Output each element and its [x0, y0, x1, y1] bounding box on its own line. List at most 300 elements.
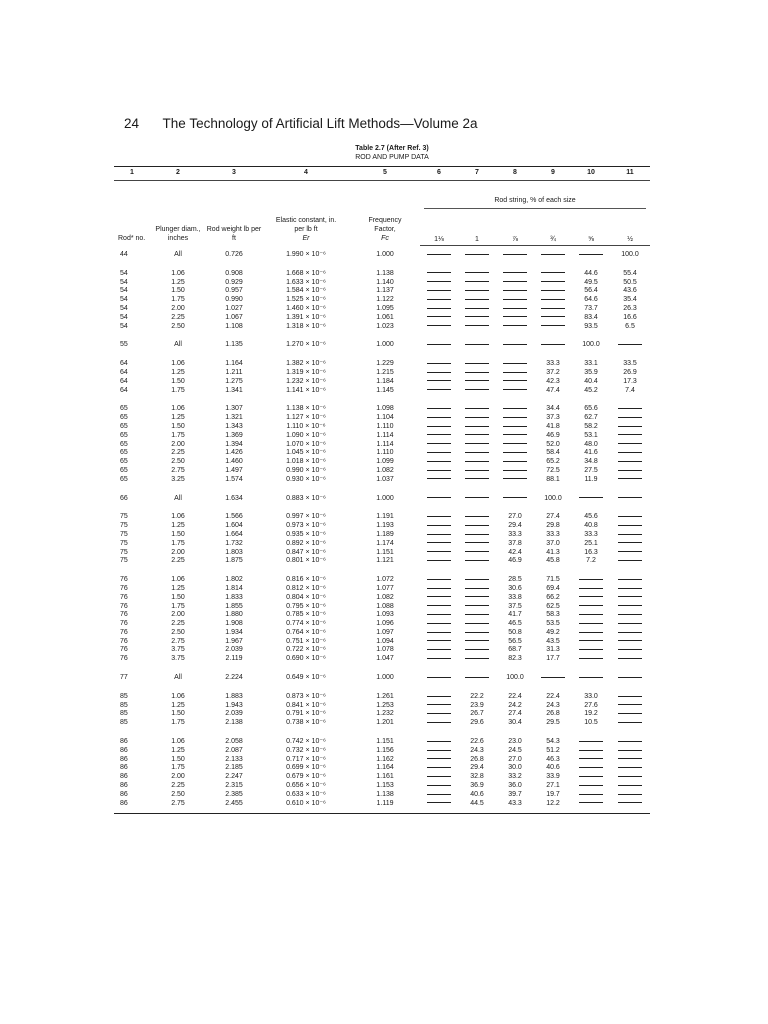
rod-weight-cell: 1.108: [225, 322, 243, 330]
pct-1-cell: [458, 287, 496, 296]
pct-3-4-cell: 34.4: [546, 405, 560, 413]
table-row: [114, 733, 650, 747]
frequency-factor-cell: 1.137: [376, 287, 394, 295]
plunger-diam-cell: 1.75: [171, 719, 185, 727]
dash-mark: [427, 704, 451, 705]
dash-mark: [618, 776, 642, 777]
pct-1-2-cell: [610, 476, 650, 490]
dash-mark: [427, 389, 451, 390]
pct-1-1-8-cell: [420, 629, 458, 638]
pct-1-2-cell: 100.0: [621, 251, 639, 258]
rod-weight-cell: 2.087: [225, 746, 243, 754]
pct-3-4-cell: 31.3: [546, 646, 560, 654]
rod-no-cell: 85: [120, 719, 128, 727]
rod-no-cell: 64: [120, 368, 128, 376]
pct-1-cell: [458, 467, 496, 476]
frequency-factor-cell: 1.121: [376, 557, 394, 565]
pct-5-8-cell: 35.9: [584, 368, 598, 376]
elastic-constant-cell: 1.584 × 10⁻⁶: [286, 287, 326, 295]
dash-mark: [465, 372, 489, 373]
dash-mark: [427, 741, 451, 742]
pct-1-cell: 22.6: [470, 738, 484, 746]
plunger-diam-cell: 1.25: [171, 584, 185, 592]
rod-no-cell: 86: [120, 746, 128, 754]
table-row: [114, 336, 650, 355]
frequency-factor-cell: 1.082: [376, 466, 394, 474]
pct-3-4-cell: [534, 336, 572, 355]
plunger-diam-cell: 2.50: [171, 628, 185, 636]
pct-5-8-cell: 19.2: [584, 710, 598, 718]
pct-1-1-8-cell: [420, 296, 458, 305]
pct-1-cell: 23.9: [470, 701, 484, 709]
dash-mark: [579, 677, 603, 678]
dash-mark: [503, 443, 527, 444]
rod-no-cell: 44: [120, 250, 128, 258]
frequency-factor-cell: 1.110: [376, 422, 394, 430]
rod-weight-cell: 2.133: [225, 755, 243, 763]
rod-no-cell: 76: [120, 602, 128, 610]
rod-weight-cell: 2.039: [225, 710, 243, 718]
pct-1-2-cell: [610, 764, 650, 773]
rod-no-cell: 55: [120, 341, 128, 349]
rod-weight-cell: 1.307: [225, 405, 243, 413]
rod-no-cell: 54: [120, 313, 128, 321]
rod-no-cell: 54: [120, 322, 128, 330]
rod-no-cell: 85: [120, 701, 128, 709]
plunger-diam-cell: 1.25: [171, 522, 185, 530]
pct-7-8-cell: 100.0: [506, 674, 524, 682]
table-row: [114, 287, 650, 296]
rod-no-cell: 75: [120, 513, 128, 521]
pct-1-2-cell: [610, 490, 650, 509]
pct-1-1-8-cell: [420, 719, 458, 733]
table-row: [114, 764, 650, 773]
elastic-constant-cell: 0.732 × 10⁻⁶: [286, 746, 326, 754]
pct-1-cell: [458, 378, 496, 387]
rod-weight-cell: 1.934: [225, 628, 243, 636]
pct-3-4-cell: 37.3: [546, 414, 560, 422]
pct-1-1-8-cell: [420, 571, 458, 585]
plunger-diam-cell: 1.06: [171, 692, 185, 700]
rod-size: ¾: [534, 235, 572, 246]
pct-1-2-cell: [610, 594, 650, 603]
pct-5-8-cell: 56.4: [584, 287, 598, 295]
pct-1-1-8-cell: [420, 323, 458, 337]
pct-7-8-cell: [496, 305, 534, 314]
pct-7-8-cell: [496, 467, 534, 476]
table-row: [114, 620, 650, 629]
frequency-factor-cell: 1.164: [376, 764, 394, 772]
pct-3-4-cell: 33.3: [546, 360, 560, 368]
pct-7-8-cell: 50.8: [508, 628, 522, 636]
frequency-factor-cell: 1.082: [376, 593, 394, 601]
dash-mark: [503, 372, 527, 373]
pct-1-1-8-cell: [420, 414, 458, 423]
frequency-factor-cell: 1.138: [376, 790, 394, 798]
rod-weight-cell: 1.732: [225, 539, 243, 547]
table-row: [114, 629, 650, 638]
dash-mark: [465, 344, 489, 345]
dash-mark: [503, 281, 527, 282]
dash-mark: [618, 534, 642, 535]
pct-3-4-cell: 12.2: [546, 799, 560, 807]
dash-mark: [427, 623, 451, 624]
column-number: 3: [206, 167, 262, 181]
dash-mark: [465, 596, 489, 597]
pct-1-1-8-cell: [420, 369, 458, 378]
pct-5-8-cell: 64.6: [584, 296, 598, 304]
dash-mark: [427, 758, 451, 759]
frequency-factor-cell: 1.037: [376, 475, 394, 483]
pct-1-1-8-cell: [420, 549, 458, 558]
rod-weight-cell: 1.321: [225, 414, 243, 422]
rod-no-cell: 65: [120, 466, 128, 474]
pct-7-8-cell: 68.7: [508, 646, 522, 654]
table-row: [114, 378, 650, 387]
rod-weight-cell: 1.211: [225, 368, 243, 376]
plunger-diam-cell: 2.00: [171, 304, 185, 312]
dash-mark: [618, 434, 642, 435]
dash-mark: [618, 344, 642, 345]
pct-1-2-cell: 16.6: [623, 313, 637, 321]
dash-mark: [427, 525, 451, 526]
elastic-constant-cell: 0.699 × 10⁻⁶: [286, 764, 326, 772]
pct-1-cell: [458, 296, 496, 305]
rod-no-cell: 65: [120, 431, 128, 439]
dash-mark: [465, 588, 489, 589]
frequency-factor-cell: 1.000: [376, 674, 394, 682]
pct-1-cell: [458, 557, 496, 571]
table-row: [114, 387, 650, 401]
pct-1-2-cell: [610, 646, 650, 655]
plunger-diam-cell: 1.06: [171, 738, 185, 746]
running-header: [124, 116, 477, 131]
rod-no-cell: 65: [120, 458, 128, 466]
pct-5-8-cell: [572, 782, 610, 791]
frequency-factor-cell: 1.191: [376, 513, 394, 521]
frequency-factor-cell: 1.232: [376, 710, 394, 718]
plunger-diam-cell: 1.06: [171, 576, 185, 584]
dash-mark: [427, 677, 451, 678]
pct-1-2-cell: [610, 756, 650, 765]
pct-1-cell: [458, 476, 496, 490]
pct-1-cell: [458, 246, 496, 265]
elastic-constant-cell: 1.127 × 10⁻⁶: [286, 414, 326, 422]
pct-7-8-cell: [496, 246, 534, 265]
pct-1-2-cell: [610, 400, 650, 414]
pct-1-2-cell: [610, 540, 650, 549]
table-row: [114, 669, 650, 688]
pct-5-8-cell: [572, 791, 610, 800]
pct-3-4-cell: [534, 246, 572, 265]
pct-1-1-8-cell: [420, 246, 458, 265]
dash-mark: [465, 325, 489, 326]
dash-mark: [427, 316, 451, 317]
header-frequency-text: Frequency Factor,: [368, 217, 402, 233]
frequency-factor-cell: 1.193: [376, 522, 394, 530]
dash-mark: [579, 785, 603, 786]
elastic-constant-cell: 0.892 × 10⁻⁶: [286, 539, 326, 547]
pct-7-8-cell: [496, 279, 534, 288]
elastic-constant-cell: 1.045 × 10⁻⁶: [286, 449, 326, 457]
elastic-constant-cell: 0.973 × 10⁻⁶: [286, 522, 326, 530]
frequency-factor-cell: 1.104: [376, 414, 394, 422]
pct-3-4-cell: 41.3: [546, 548, 560, 556]
rod-group: [114, 490, 650, 509]
table-row: [114, 246, 650, 265]
pct-3-4-cell: 69.4: [546, 584, 560, 592]
pct-7-8-cell: [496, 323, 534, 337]
plunger-diam-cell: 1.06: [171, 513, 185, 521]
elastic-constant-cell: 1.270 × 10⁻⁶: [286, 341, 326, 349]
pct-1-cell: [458, 458, 496, 467]
header-elastic-symbol: Er: [302, 234, 310, 242]
dash-mark: [427, 372, 451, 373]
dash-mark: [618, 713, 642, 714]
elastic-constant-cell: 1.110 × 10⁻⁶: [286, 422, 326, 430]
elastic-constant-cell: 1.382 × 10⁻⁶: [286, 360, 326, 368]
dash-mark: [579, 649, 603, 650]
rod-no-cell: 76: [120, 593, 128, 601]
dash-mark: [465, 560, 489, 561]
frequency-factor-cell: 1.261: [376, 692, 394, 700]
dash-mark: [503, 417, 527, 418]
plunger-diam-cell: 2.75: [171, 637, 185, 645]
pct-1-2-cell: [610, 549, 650, 558]
elastic-constant-cell: 1.318 × 10⁻⁶: [286, 322, 326, 330]
elastic-constant-cell: 0.801 × 10⁻⁶: [286, 557, 326, 565]
dash-mark: [465, 614, 489, 615]
pct-7-8-cell: [496, 458, 534, 467]
table-row: [114, 369, 650, 378]
pct-3-4-cell: 40.6: [546, 764, 560, 772]
rod-no-cell: 54: [120, 304, 128, 312]
dash-mark: [618, 767, 642, 768]
rod-no-cell: 76: [120, 576, 128, 584]
pct-1-2-cell: [610, 620, 650, 629]
header-rod-no-text: Rod* no.: [118, 234, 146, 242]
pct-5-8-cell: 33.3: [584, 530, 598, 538]
dash-mark: [618, 417, 642, 418]
dash-mark: [579, 758, 603, 759]
pct-1-2-cell: 26.3: [623, 304, 637, 312]
pct-5-8-cell: [572, 669, 610, 688]
elastic-constant-cell: 0.742 × 10⁻⁶: [286, 738, 326, 746]
plunger-diam-cell: 3.75: [171, 646, 185, 654]
dash-mark: [579, 802, 603, 803]
dash-mark: [503, 434, 527, 435]
pct-3-4-cell: 46.3: [546, 755, 560, 763]
plunger-diam-cell: 2.50: [171, 322, 185, 330]
dash-mark: [427, 417, 451, 418]
dash-mark: [427, 605, 451, 606]
pct-3-4-cell: 19.7: [546, 790, 560, 798]
pct-3-4-cell: [534, 314, 572, 323]
dash-mark: [427, 534, 451, 535]
pct-5-8-cell: 27.6: [584, 701, 598, 709]
dash-mark: [618, 741, 642, 742]
pct-1-2-cell: [610, 747, 650, 756]
pct-1-2-cell: [610, 629, 650, 638]
dash-mark: [618, 497, 642, 498]
dash-mark: [427, 434, 451, 435]
frequency-factor-cell: 1.077: [376, 584, 394, 592]
dash-mark: [618, 677, 642, 678]
rod-weight-cell: 1.883: [225, 692, 243, 700]
pct-3-4-cell: 29.8: [546, 522, 560, 530]
rod-no-cell: 86: [120, 782, 128, 790]
pct-1-cell: [458, 369, 496, 378]
pct-3-4-cell: 65.2: [546, 458, 560, 466]
dash-mark: [579, 658, 603, 659]
rod-weight-cell: 2.138: [225, 719, 243, 727]
dash-mark: [618, 452, 642, 453]
column-number: 1: [114, 167, 150, 181]
rod-no-cell: 54: [120, 269, 128, 277]
pct-5-8-cell: [572, 655, 610, 669]
table-row: [114, 702, 650, 711]
rod-weight-cell: 1.880: [225, 611, 243, 619]
pct-7-8-cell: 42.4: [508, 548, 522, 556]
dash-mark: [465, 478, 489, 479]
frequency-factor-cell: 1.229: [376, 360, 394, 368]
rod-size: ½: [610, 235, 650, 246]
dash-mark: [579, 614, 603, 615]
pct-1-2-cell: [610, 571, 650, 585]
table-row: [114, 414, 650, 423]
pct-1-1-8-cell: [420, 710, 458, 719]
pct-1-cell: 22.2: [470, 692, 484, 700]
pct-3-4-cell: 62.5: [546, 602, 560, 610]
pct-1-2-cell: [610, 710, 650, 719]
pct-3-4-cell: 72.5: [546, 466, 560, 474]
column-number: 8: [496, 167, 534, 181]
rod-weight-cell: 2.315: [225, 782, 243, 790]
pct-1-cell: [458, 646, 496, 655]
frequency-factor-cell: 1.151: [376, 548, 394, 556]
elastic-constant-cell: 1.141 × 10⁻⁶: [286, 386, 326, 394]
frequency-factor-cell: 1.114: [376, 440, 394, 448]
pct-1-cell: [458, 603, 496, 612]
pct-7-8-cell: 33.2: [508, 773, 522, 781]
dash-mark: [618, 785, 642, 786]
plunger-diam-cell: 2.00: [171, 440, 185, 448]
dash-mark: [579, 794, 603, 795]
dash-mark: [618, 579, 642, 580]
dash-mark: [427, 767, 451, 768]
header-rod-weight-text: Rod weight lb per ft: [206, 225, 262, 242]
elastic-constant-cell: 1.460 × 10⁻⁶: [286, 304, 326, 312]
pct-7-8-cell: [496, 449, 534, 458]
elastic-constant-cell: 0.690 × 10⁻⁶: [286, 655, 326, 663]
header-rod-string: [420, 181, 650, 236]
rod-weight-cell: 1.875: [225, 557, 243, 565]
pct-7-8-cell: 27.0: [508, 513, 522, 521]
column-number: 6: [420, 167, 458, 181]
pct-7-8-cell: [496, 265, 534, 279]
table-row: [114, 549, 650, 558]
dash-mark: [503, 254, 527, 255]
rod-weight-cell: 1.803: [225, 548, 243, 556]
plunger-diam-cell: 1.75: [171, 602, 185, 610]
pct-1-cell: [458, 585, 496, 594]
frequency-factor-cell: 1.253: [376, 701, 394, 709]
running-title: The Technology of Artificial Lift Methods—Volume 2a: [162, 116, 478, 131]
pct-7-8-cell: 33.8: [508, 593, 522, 601]
dash-mark: [427, 579, 451, 580]
plunger-diam-cell: All: [174, 674, 182, 682]
plunger-diam-cell: 2.00: [171, 548, 185, 556]
plunger-diam-cell: 2.50: [171, 790, 185, 798]
pct-7-8-cell: 43.3: [508, 799, 522, 807]
pct-1-2-cell: [610, 688, 650, 702]
frequency-factor-cell: 1.098: [376, 405, 394, 413]
pct-1-1-8-cell: [420, 702, 458, 711]
column-number: 7: [458, 167, 496, 181]
dash-mark: [618, 551, 642, 552]
pct-5-8-cell: [572, 764, 610, 773]
table-row: [114, 800, 650, 814]
dash-mark: [541, 272, 565, 273]
pct-7-8-cell: 41.7: [508, 611, 522, 619]
dash-mark: [465, 363, 489, 364]
dash-mark: [579, 776, 603, 777]
dash-mark: [465, 281, 489, 282]
elastic-constant-cell: 1.391 × 10⁻⁶: [286, 313, 326, 321]
pct-5-8-cell: 27.5: [584, 466, 598, 474]
pct-3-4-cell: 47.4: [546, 386, 560, 394]
pct-5-8-cell: 25.1: [584, 539, 598, 547]
dash-mark: [541, 299, 565, 300]
plunger-diam-cell: 1.50: [171, 422, 185, 430]
dash-mark: [427, 272, 451, 273]
dash-mark: [465, 605, 489, 606]
frequency-factor-cell: 1.097: [376, 628, 394, 636]
pct-3-4-cell: 27.4: [546, 513, 560, 521]
dash-mark: [427, 696, 451, 697]
column-number: 4: [262, 167, 350, 181]
rod-group: [114, 733, 650, 814]
pct-1-cell: [458, 540, 496, 549]
pct-7-8-cell: 30.4: [508, 719, 522, 727]
rod-no-cell: 76: [120, 584, 128, 592]
pct-1-1-8-cell: [420, 441, 458, 450]
dash-mark: [465, 452, 489, 453]
pct-7-8-cell: [496, 414, 534, 423]
table-row: [114, 773, 650, 782]
frequency-factor-cell: 1.110: [376, 449, 394, 457]
pct-1-cell: [458, 323, 496, 337]
dash-mark: [618, 722, 642, 723]
rod-no-cell: 85: [120, 692, 128, 700]
pct-1-cell: 26.8: [470, 755, 484, 763]
pct-1-2-cell: [610, 719, 650, 733]
dash-mark: [618, 614, 642, 615]
elastic-constant-cell: 0.738 × 10⁻⁶: [286, 719, 326, 727]
column-number-row: [114, 167, 650, 181]
pct-7-8-cell: 56.5: [508, 637, 522, 645]
pct-3-4-cell: 42.3: [546, 377, 560, 385]
pct-5-8-cell: [572, 603, 610, 612]
rod-no-cell: 65: [120, 475, 128, 483]
pct-1-1-8-cell: [420, 594, 458, 603]
dash-mark: [427, 776, 451, 777]
pct-1-cell: [458, 414, 496, 423]
plunger-diam-cell: All: [174, 494, 182, 502]
dash-mark: [465, 470, 489, 471]
elastic-constant-cell: 0.812 × 10⁻⁶: [286, 584, 326, 592]
dash-mark: [579, 579, 603, 580]
